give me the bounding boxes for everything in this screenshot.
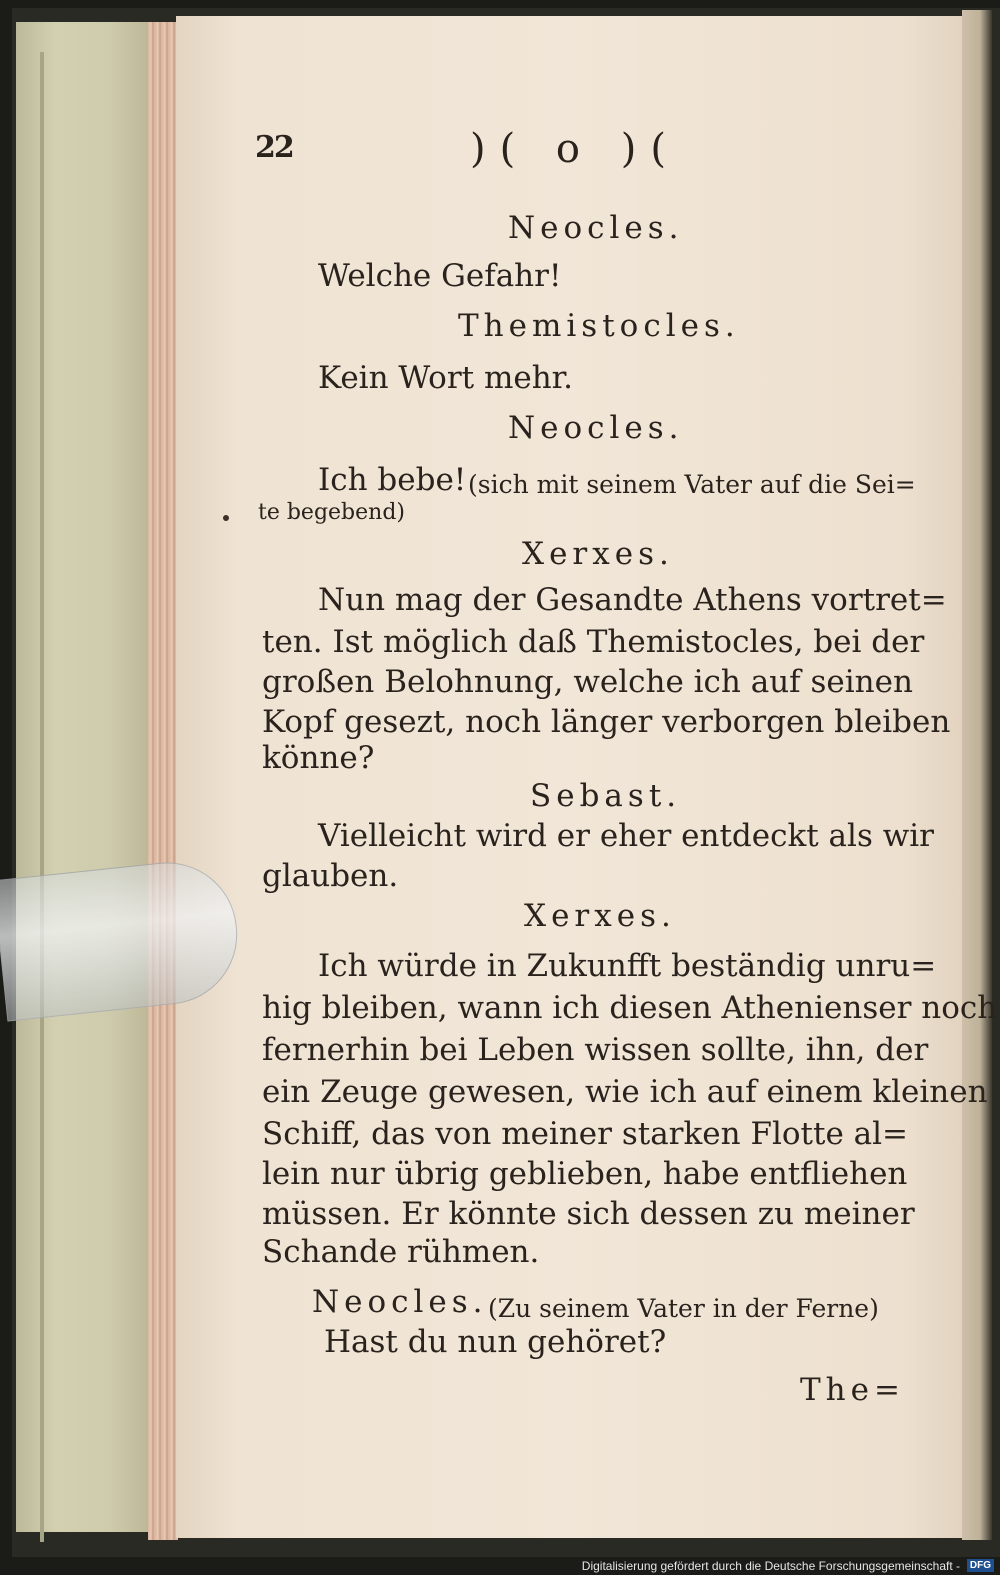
stage-direction: (sich mit seinem Vater auf die Sei= [468,470,916,499]
page-number: 22 [255,130,293,165]
text-line: Welche Gefahr! [318,258,562,294]
dfg-logo: DFG [967,1559,994,1572]
page-edges [148,22,178,1540]
text-line: Schiff, das von meiner starken Flotte al= [262,1116,909,1152]
speaker-heading: Neocles. [508,410,684,446]
text-line: Vielleicht wird er eher entdeckt als wir [318,818,934,854]
text-line: Schande rühmen. [262,1234,540,1270]
stage-direction: (Zu seinem Vater in der Ferne) [488,1294,879,1323]
catchword: The= [800,1372,905,1408]
text-line: Kopf gesezt, noch länger verborgen bleiben [262,704,951,740]
text-line: ten. Ist möglich daß Themistocles, bei der [262,624,925,660]
text-line: ein Zeuge gewesen, wie ich auf einem kleinen [262,1074,988,1110]
header-ornament: )( o )( [470,126,680,172]
speaker-heading: Sebast. [530,778,682,814]
text-line: großen Belohnung, welche ich auf seinen [262,664,913,700]
text-line: Kein Wort mehr. [318,360,573,396]
digitization-credit: Digitalisierung gefördert durch die Deutsche Forschungsgemeinschaft - [581,1559,960,1573]
text-line: könne? [262,740,375,776]
text-line: Nun mag der Gesandte Athens vortret= [318,582,947,618]
speaker-heading: Xerxes. [524,898,676,934]
text-line: Hast du nun gehöret? [324,1324,667,1360]
text-line: hig bleiben, wann ich diesen Athenienser noch [262,990,998,1026]
text-line: fernerhin bei Leben wissen sollte, ihn, der [262,1032,929,1068]
text-line: Ich bebe! [318,462,467,498]
text-line: müssen. Er könnte sich dessen zu meiner [262,1196,915,1232]
book-cover [16,22,150,1532]
text-line: lein nur übrig geblieben, habe entfliehen [262,1156,908,1192]
page-right-edge [962,10,992,1540]
speaker-heading: Neocles. [312,1284,488,1320]
text-line: Ich würde in Zukunfft beständig unru= [318,948,937,984]
text-line: glauben. [262,858,399,894]
speaker-heading: Xerxes. [522,536,674,572]
ink-dot [223,515,229,521]
stage-direction: te begebend) [258,500,405,525]
speaker-heading: Themistocles. [458,308,740,344]
cover-fold-line [40,52,44,1542]
speaker-heading: Neocles. [508,210,684,246]
